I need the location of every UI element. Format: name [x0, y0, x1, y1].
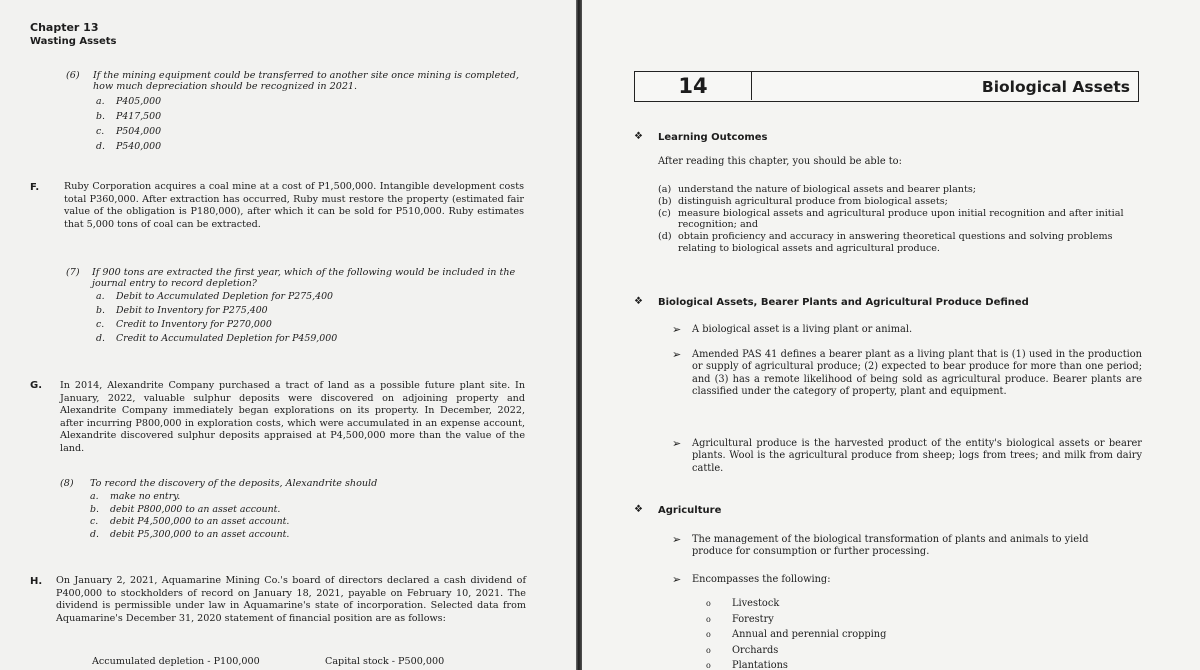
- option: a. make no entry.: [90, 491, 181, 502]
- arrow-bullet-icon: ➢: [672, 323, 682, 336]
- data-item: Accumulated depletion - P100,000: [92, 656, 260, 667]
- chapter-number: 14: [635, 72, 752, 100]
- list-item: (c) measure biological assets and agricultural produce upon initial recognition and after initial recognition; and: [658, 207, 1124, 231]
- list-item: o Forestry: [706, 612, 1006, 628]
- section-intro: After reading this chapter, you should be able to:: [658, 156, 902, 167]
- question-number: (6): [66, 70, 80, 81]
- option: b. debit P800,000 to an asset account.: [90, 503, 281, 515]
- circle-bullet-icon: o: [706, 645, 711, 655]
- problem-text: In 2014, Alexandrite Company purchased a tract of land as a possible future plant site. In January, 2022, valuable sulphur deposits were discovered on adjoining property and Alexandrite Company immediately began explorations on its property. In December, 2022, after incurring P800,000 in exploration costs, which were accumulated in an expense account, Alexandrite discovered sulphur deposits appraised at P4,500,000 more than the value of the land.: [60, 380, 525, 454]
- option: c. debit P4,500,000 to an asset account.: [90, 516, 290, 527]
- list-item: (b) distinguish agricultural produce from biological assets;: [658, 195, 948, 207]
- diamond-bullet-icon: ❖: [634, 504, 643, 515]
- section-heading: Biological Assets, Bearer Plants and Agricultural Produce Defined: [658, 297, 1029, 308]
- section-heading: Learning Outcomes: [658, 132, 768, 143]
- diamond-bullet-icon: ❖: [634, 296, 643, 307]
- option: a. P405,000: [96, 96, 162, 107]
- problem-text: On January 2, 2021, Aquamarine Mining Co.'s board of directors declared a cash dividend of P400,000 to stockholders of record on January 18, 2021, payable on February 10, 2021. The dividend is permissible under law in Aquamarine's state of incorporation. Selected data from Aquamarine's December 31, 2020 statement of financial position are as follows:: [56, 575, 526, 624]
- agriculture-item: The management of the biological transformation of plants and animals to yield produce for consumption or further processing.: [692, 534, 1089, 558]
- arrow-bullet-icon: ➢: [672, 573, 682, 586]
- list-item: o Annual and perennial cropping: [706, 627, 1006, 643]
- option: d. P540,000: [96, 141, 162, 152]
- option: d. debit P5,300,000 to an asset account.: [90, 528, 290, 540]
- problem-letter: H.: [30, 576, 43, 587]
- options-list: [96, 290, 426, 346]
- circle-bullet-icon: o: [706, 630, 711, 639]
- agriculture-item: Encompasses the following:: [692, 574, 831, 585]
- list-item: (a) understand the nature of biological assets and bearer plants;: [658, 184, 976, 195]
- list-item: o Orchards: [706, 643, 1006, 659]
- list-item: o Plantations: [706, 658, 1006, 670]
- diamond-bullet-icon: ❖: [634, 131, 643, 142]
- option: c. P504,000: [96, 126, 162, 137]
- definition-item: A biological asset is a living plant or animal.: [692, 324, 913, 335]
- right-page: [582, 0, 1200, 670]
- option: b. P417,500: [96, 111, 162, 122]
- circle-bullet-icon: o: [706, 614, 711, 624]
- encompasses-list: [706, 596, 1006, 670]
- problem-letter: G.: [30, 380, 43, 391]
- option: a. Debit to Accumulated Depletion for P275,400: [96, 291, 334, 302]
- question-number: (8): [60, 478, 74, 489]
- option: b. Debit to Inventory for P275,400: [96, 305, 268, 316]
- data-item: Capital stock - P500,000: [325, 656, 445, 667]
- question-text: To record the discovery of the deposits, Alexandrite should: [90, 478, 378, 489]
- options-list: [90, 491, 390, 541]
- problem-letter: F.: [30, 182, 40, 193]
- list-item: (d) obtain proficiency and accuracy in answering theoretical questions and solving problems relating to biological assets and agricultural produce.: [658, 231, 1113, 254]
- option: c. Credit to Inventory for P270,000: [96, 319, 272, 330]
- chapter-subtitle: Wasting Assets: [30, 36, 117, 47]
- definition-item: Agricultural produce is the harvested product of the entity's biological assets or bearer plants. Wool is the agricultural produce from sheep; logs from trees; and milk from dairy cattle.: [692, 438, 1142, 474]
- chapter-label: Chapter 13: [30, 21, 99, 34]
- option: d. Credit to Accumulated Depletion for P459,000: [96, 333, 338, 344]
- list-item: o Livestock: [706, 596, 1006, 612]
- arrow-bullet-icon: ➢: [672, 348, 682, 361]
- circle-bullet-icon: o: [706, 661, 711, 670]
- outcomes-list: [658, 184, 1138, 255]
- question-number: (7): [66, 267, 80, 278]
- problem-text: Ruby Corporation acquires a coal mine at a cost of P1,500,000. Intangible development costs total P360,000. After extraction has occurred, Ruby must restore the property (estimated fair value of the obligation is P180,000), after which it can be sold for P510,000. Ruby estimates that 5,000 tons of coal can be extracted.: [64, 181, 524, 230]
- section-heading: Agriculture: [658, 505, 722, 516]
- options-list: [96, 94, 296, 154]
- question-text: If the mining equipment could be transferred to another site once mining is completed, how much depreciation should be recognized in 2021.: [93, 70, 519, 92]
- chapter-heading-box: [634, 71, 1139, 102]
- question-text: If 900 tons are extracted the first year, which of the following would be included in the journal entry to record depletion?: [92, 267, 516, 289]
- chapter-title: Biological Assets: [981, 78, 1130, 96]
- circle-bullet-icon: o: [706, 599, 711, 608]
- arrow-bullet-icon: ➢: [672, 533, 682, 546]
- definition-item: Amended PAS 41 defines a bearer plant as a living plant that is (1) used in the production or supply of agricultural produce; (2) expected to bear produce for more than one period; and (3) has a remote likelihood of being sold as agricultural produce. Bearer plants are classified under the category of property, plant and equipment.: [692, 349, 1142, 398]
- left-page: [0, 0, 576, 670]
- arrow-bullet-icon: ➢: [672, 437, 682, 450]
